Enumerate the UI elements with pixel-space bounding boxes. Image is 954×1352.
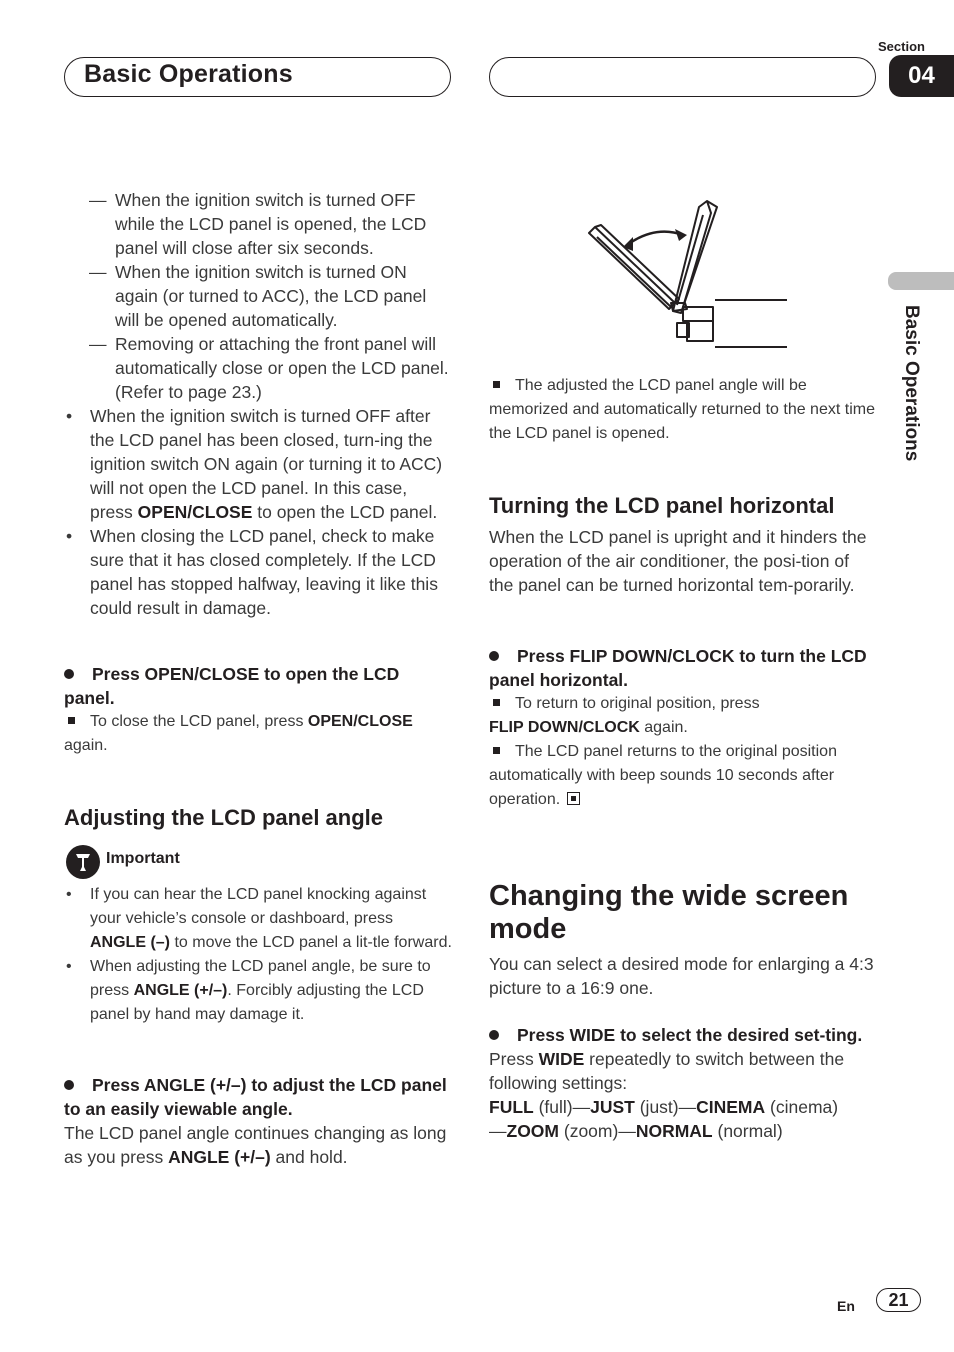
horizontal-description: When the LCD panel is upright and it hinders the operation of the air conditioner, the posi-tion of the panel can be turned horizontal tem-porarily. [489,527,867,595]
step-bullet-icon [489,1030,499,1040]
note-square-icon [68,717,75,724]
note-square-icon [493,747,500,754]
note-square-icon [493,699,500,706]
language-code: En [837,1298,855,1314]
angle-description: The LCD panel angle continues changing as long as you press ANGLE (+/–) and hold. [64,1123,447,1167]
step-wide-block [489,1023,877,1143]
heading-wide: Changing the wide screen mode [489,880,849,945]
right-top-notes [489,374,877,446]
list-item: • When closing the LCD panel, check to make sure that it has closed completely. If the LCD panel has stopped halfway, leaving it like this could result in damage. [66,526,438,618]
list-item: — When the ignition switch is turned OFF while the LCD panel is opened, the LCD panel will close after six seconds. [89,190,427,258]
step-open: Press OPEN/CLOSE to open the LCD panel. [64,664,400,708]
note-close: To close the LCD panel, press OPEN/CLOSE again. [64,713,413,754]
wide-mode-sequence: FULL (full)—JUST (just)—CINEMA (cinema) —ZOOM (zoom)—NORMAL (normal) [489,1097,839,1141]
left-column [64,188,452,620]
end-mark-icon [567,792,580,805]
step-bullet-icon [64,1080,74,1090]
important-list [64,883,452,1027]
page-title: Basic Operations [84,60,293,88]
step-flip: Press FLIP DOWN/CLOCK to turn the LCD panel horizontal. [489,646,867,690]
important-label: Important [106,850,180,867]
heading-angle: Adjusting the LCD panel angle [64,805,384,830]
list-item: • When adjusting the LCD panel angle, be sure to press ANGLE (+/–). Forcibly adjusting the LCD panel by hand may damage it. [66,958,431,1023]
heading-horizontal: Turning the LCD panel horizontal [489,493,835,518]
step-flip-block [489,644,877,812]
wide-press-instructions: Press WIDE repeatedly to switch between the following settings: [489,1049,845,1093]
note-auto: The LCD panel returns to the original position automatically with beep sounds 10 seconds after operation. [489,743,837,808]
lcd-panel-illustration [575,195,795,355]
step-angle: Press ANGLE (+/–) to adjust the LCD panel to an easily viewable angle. [64,1075,447,1119]
section-number: 04 [889,55,954,97]
side-tab [888,272,954,290]
list-item: — Removing or attaching the front panel will automatically close or open the LCD panel. (Refer to page 23.) [89,334,449,402]
step-bullet-icon [489,651,499,661]
wide-description: You can select a desired mode for enlarging a 4:3 picture to a 16:9 one. [489,954,874,998]
step-wide: Press WIDE to select the desired set-ting. [489,1023,877,1047]
list-item: • If you can hear the LCD panel knocking against your vehicle’s console or dashboard, press ANGLE (–) to move the LCD panel a lit-tle forward. [66,886,452,951]
important-icon [66,845,100,879]
note-square-icon [493,381,500,388]
step-bullet-icon [64,669,74,679]
page-number: 21 [876,1288,921,1312]
list-item: • When the ignition switch is turned OFF after the LCD panel has been closed, turn-ing the ignition switch ON again (or turning it to ACC) will not open the LCD panel. In this case, press OPEN/CLOSE to open the LCD panel. [66,406,443,522]
side-label: Basic Operations [901,305,922,462]
section-label: Section [878,39,925,54]
step-angle-block [64,1073,452,1169]
list-item: — When the ignition switch is turned ON again (or turned to ACC), the LCD panel will be opened automatically. [89,262,427,330]
note-return: To return to original position, press FLIP DOWN/CLOCK again. [489,695,760,736]
header-right-frame [489,57,876,97]
step-open-block [64,662,452,758]
note-memorized: The adjusted the LCD panel angle will be memorized and automatically returned to the next time the LCD panel is opened. [489,377,875,442]
